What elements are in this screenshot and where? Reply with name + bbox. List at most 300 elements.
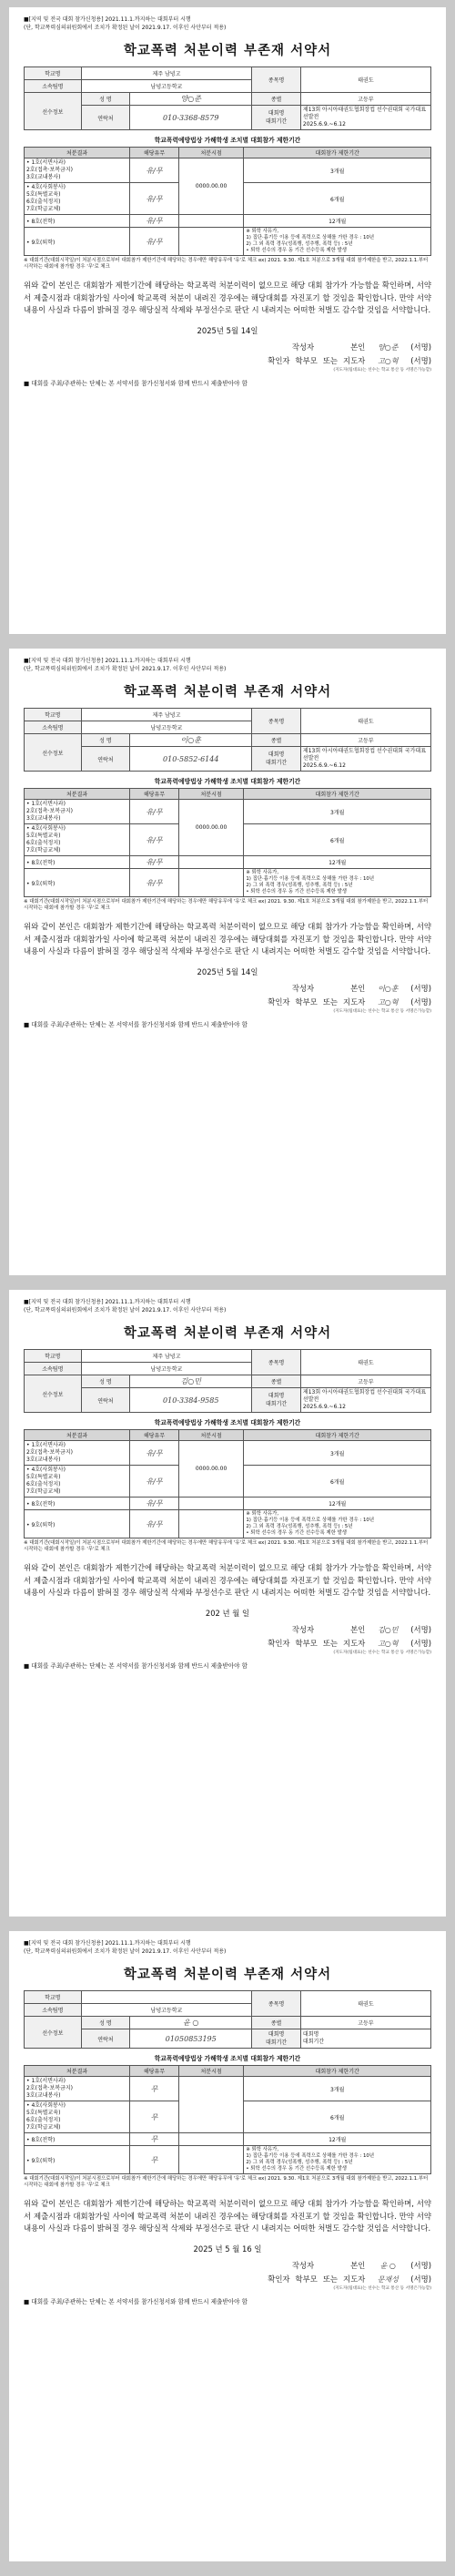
limit-cell: 6개월 — [244, 1466, 431, 1498]
player-info-label: 선수정보 — [25, 734, 82, 772]
applicable-mark: 유/무 — [146, 858, 163, 866]
division-label: 종별 — [252, 2017, 301, 2029]
contact-label: 연락처 — [81, 747, 130, 772]
coach-label: 지도자 — [343, 997, 366, 1007]
expulsion-detail — [244, 228, 431, 256]
school-label: 학교명 — [25, 1350, 82, 1363]
tournament-period-value — [300, 106, 430, 130]
confirmer-label: 확인자 — [268, 1638, 290, 1648]
col-limit-header: 대회참가 제한기간 — [244, 789, 431, 800]
tournament-period-value — [300, 747, 430, 772]
tournament-value: 제13회 아시아태권도협회장컵 선수권대회 국가대표 선발전 — [302, 107, 426, 120]
event-label: 종목명 — [252, 1350, 301, 1375]
action-cell: • 9호(퇴학) — [25, 228, 130, 256]
col-limit-header: 대회참가 제한기간 — [244, 1430, 431, 1441]
event-value: 태권도 — [300, 1991, 430, 2017]
pledge-page — [9, 7, 446, 634]
tournament-period-label — [252, 106, 301, 130]
applicable-mark: 유/무 — [146, 1477, 163, 1486]
division-label: 종별 — [252, 734, 301, 747]
col-limit-header: 대회참가 제한기간 — [244, 2066, 431, 2077]
action-cell: • 8호(전학) — [25, 1498, 130, 1510]
self-label: 본인 — [350, 2260, 366, 2270]
signature-block — [24, 1624, 431, 1655]
sign-mark: (서명) — [410, 1624, 431, 1634]
player-info-table — [24, 66, 431, 130]
applicable-cell — [130, 215, 179, 228]
date-cell: 0000.00.00 — [178, 800, 244, 856]
event-value: 태권도 — [300, 709, 430, 734]
table-row — [25, 2146, 431, 2174]
notice-line: (단, 학교폭력심의위원회에서 조치가 확정된 날이 2021.9.17. 이후인 사안부터 적용) — [24, 665, 227, 672]
col-applicable-header: 해당유무 — [130, 148, 179, 158]
writer-row — [24, 1624, 431, 1638]
action-cell: • 9호(퇴학) — [25, 869, 130, 897]
date-cell — [178, 1510, 244, 1538]
action-cell: • 1호(서면사과) 2호(접촉·보복금지) 3호(교내봉사) — [25, 158, 130, 183]
tournament-label: 대회명 — [268, 751, 285, 758]
tournament-period-value — [300, 1388, 430, 1413]
expulsion-detail — [244, 2146, 431, 2174]
expulsion-line: 1) 집단·흉기등 이용 등에 폭력으로 상해를 가한 경우 : 10년 — [246, 2153, 375, 2159]
sign-mark: (서명) — [410, 2274, 431, 2284]
or-label: 또는 — [322, 997, 338, 1007]
contact-value — [130, 2029, 252, 2049]
submission-note: ■ 대회를 주최/주관하는 단체는 본 서약서를 참가신청서와 함께 반드시 제출받아야 함 — [24, 379, 248, 387]
applicable-cell — [130, 1441, 179, 1466]
applicable-mark: 유/무 — [146, 1448, 163, 1457]
table-row — [25, 856, 431, 869]
limit-cell: 12개월 — [244, 2133, 431, 2146]
table-row — [25, 2133, 431, 2146]
action-cell: • 4호(사회봉사) 5호(특별교육) 6호(출석정지) 7호(학급교체) — [25, 2101, 130, 2133]
parent-label: 학부모 — [295, 2274, 318, 2284]
table-row — [25, 2077, 431, 2101]
expulsion-line: 1) 집단·흉기등 이용 등에 폭력으로 상해를 가한 경우 : 10년 — [246, 235, 375, 240]
contact-value — [130, 747, 252, 772]
period-label: 대회기간 — [266, 760, 288, 766]
self-signature: 김○민 — [378, 1625, 399, 1634]
pledge-page — [9, 1931, 446, 2561]
coach-signature: 문재성 — [377, 2274, 399, 2284]
event-label: 종목명 — [252, 1991, 301, 2017]
applicable-mark: 유/무 — [146, 835, 163, 844]
division-value: 고등부 — [300, 1375, 430, 1388]
signature-block — [24, 342, 431, 373]
sign-mark: (서명) — [410, 1638, 431, 1648]
sign-mark: (서명) — [410, 342, 431, 352]
applicable-mark: 무 — [150, 2155, 158, 2164]
action-cell: • 8호(전학) — [25, 215, 130, 228]
table-footnote: ※ 대회기간(대회시작일)이 처분시점으로부터 대회참가 제한기간에 해당하는 경우에만 해당유무에 '유'로 체크 ex) 2021. 9.30. 제1호 처분으로 3개월 대회 참가제한을 받고, 2022.1.1.부터 시작하는 대회에 참가할 경우 '무'로 체크 — [24, 258, 429, 270]
expulsion-line: 2) 그 외 폭력 경우(성폭행, 성추행, 폭력 등) : 5년 — [246, 1524, 353, 1529]
expulsion-line: • 퇴학 선수의 경우 동 기간 선수등록 제한 발생 — [246, 2166, 347, 2172]
applicable-cell — [130, 2101, 179, 2133]
date-cell: 0000.00.00 — [178, 158, 244, 215]
expulsion-line: 1) 집단·흉기등 이용 등에 폭력으로 상해를 가한 경우 : 10년 — [246, 876, 375, 882]
player-info-label: 선수정보 — [25, 93, 82, 130]
limits-table — [24, 147, 431, 256]
limit-cell: 3개월 — [244, 158, 431, 183]
notice-line: (단, 학교폭력심의위원회에서 조치가 확정된 날이 2021.9.17. 이후인 사안부터 적용) — [24, 24, 227, 31]
expulsion-line: 1) 집단·흉기등 이용 등에 폭력으로 상해를 가한 경우 : 10년 — [246, 1518, 375, 1523]
school-value: 제주 남녕고 — [81, 709, 252, 721]
name-label: 성 명 — [81, 734, 130, 747]
division-label: 종별 — [252, 93, 301, 106]
coach-label: 지도자 — [343, 355, 366, 365]
parent-label: 학부모 — [295, 997, 318, 1007]
sign-mark: (서명) — [410, 2260, 431, 2270]
tournament-label: 대회명 — [268, 1393, 285, 1399]
col-limit-header: 대회참가 제한기간 — [244, 148, 431, 158]
contact-label: 연락처 — [81, 106, 130, 130]
period-label: 대회기간 — [266, 1401, 288, 1407]
date-cell: 0000.00.00 — [178, 1441, 244, 1498]
tournament-value: 제13회 아시아태권도협회장컵 선수권대회 국가대표 선발전 — [302, 1389, 426, 1403]
player-info-label: 선수정보 — [25, 2017, 82, 2049]
table-row — [25, 800, 431, 824]
document-title: 학교폭력 처분이력 부존재 서약서 — [123, 1968, 332, 1982]
expulsion-line: 2) 그 외 폭력 경우(성폭행, 성추행, 폭력 등) : 5년 — [246, 883, 353, 888]
name-handwriting: 김○민 — [180, 1377, 201, 1385]
name-handwriting: 양○준 — [180, 95, 201, 103]
limit-cell: 12개월 — [244, 856, 431, 869]
event-value: 태권도 — [300, 1350, 430, 1375]
action-cell: • 4호(사회봉사) 5호(특별교육) 6호(출석정지) 7호(학급교체) — [25, 824, 130, 856]
col-applicable-header: 해당유무 — [130, 2066, 179, 2077]
col-action-header: 처분결과 — [25, 148, 130, 158]
date-cell — [178, 2133, 244, 2146]
table-row — [25, 869, 431, 897]
document-title: 학교폭력 처분이력 부존재 서약서 — [123, 685, 332, 700]
applicable-mark: 유/무 — [146, 807, 163, 816]
tournament-period-label — [252, 1388, 301, 1413]
action-cell: • 9호(퇴학) — [25, 1510, 130, 1538]
action-cell: • 4호(사회봉사) 5호(특별교육) 6호(출석정지) 7호(학급교체) — [25, 183, 130, 215]
pledge-page — [9, 1290, 446, 1917]
signature-note: (지도자(팀대표)는 선수는 학교 통산 등 서명은가능할) — [333, 367, 431, 373]
contact-value — [130, 106, 252, 130]
applicable-cell — [130, 1510, 179, 1538]
col-action-header: 처분결과 — [25, 1430, 130, 1441]
contact-label: 연락처 — [81, 1388, 130, 1413]
parent-label: 학부모 — [295, 1638, 318, 1648]
table-row — [25, 1441, 431, 1466]
limits-table — [24, 788, 431, 897]
table-footnote: ※ 대회기간(대회시작일)이 처분시점으로부터 대회참가 제한기간에 해당하는 경우에만 해당유무에 '유'로 체크 ex) 2021. 9.30. 제1호 처분으로 3개월 대회 참가제한을 받고, 2022.1.1.부터 시작하는 대회에 참가할 경우 '무'로 체크 — [24, 2176, 429, 2188]
applicable-cell — [130, 869, 179, 897]
expulsion-line: • 퇴학 선수의 경우 동 기간 선수등록 제한 발생 — [246, 1530, 347, 1536]
or-label: 또는 — [322, 355, 338, 365]
applicable-cell — [130, 2077, 179, 2101]
action-cell: • 1호(서면사과) 2호(접촉·보복금지) 3호(교내봉사) — [25, 2077, 130, 2101]
contact-handwriting: 01050853195 — [165, 2034, 217, 2043]
pledge-date: 2025년 5월 14일 — [197, 325, 258, 335]
pledge-date: 2025년 5월 14일 — [197, 966, 258, 976]
expulsion-line: ※ 퇴학 사유가, — [246, 2147, 279, 2152]
notice-line: ■[지역 및 전국 대회 참가신청용] 2021.11.1.까지하는 대회부터 시행 — [24, 1940, 191, 1947]
table-row — [25, 1510, 431, 1538]
date-cell — [178, 856, 244, 869]
col-action-header: 처분결과 — [25, 2066, 130, 2077]
applicable-cell — [130, 1498, 179, 1510]
section-title: 학교폭력예방법상 가해학생 조치별 대회참가 제한기간 — [154, 778, 301, 785]
signature-block — [24, 2260, 431, 2291]
table-row — [25, 158, 431, 183]
date-cell — [178, 2077, 244, 2133]
notice-line: ■[지역 및 전국 대회 참가신청용] 2021.11.1.까지하는 대회부터 시행 — [24, 658, 191, 664]
applicable-mark: 유/무 — [146, 194, 163, 203]
signature-note: (지도자(팀대표)는 선수는 학교 통산 등 서명은가능할) — [333, 2285, 431, 2291]
pledge-date: 202 년 월 일 — [205, 1608, 250, 1618]
applicable-mark: 무 — [150, 2084, 158, 2093]
table-footnote: ※ 대회기간(대회시작일)이 처분시점으로부터 대회참가 제한기간에 해당하는 경우에만 해당유무에 '유'로 체크 ex) 2021. 9.30. 제1호 처분으로 3개월 대회 참가제한을 받고, 2022.1.1.부터 시작하는 대회에 참가할 경우 '무'로 체크 — [24, 899, 429, 911]
expulsion-line: 2) 그 외 폭력 경우(성폭행, 성추행, 폭력 등) : 5년 — [246, 241, 353, 247]
notice — [24, 658, 431, 673]
writer-label: 작성자 — [291, 342, 315, 352]
school-value: 제주 남녕고 — [81, 1350, 252, 1363]
sign-mark: (서명) — [410, 983, 431, 993]
section-title: 학교폭력예방법상 가해학생 조치별 대회참가 제한기간 — [154, 137, 301, 144]
org-label: 소속팀명 — [25, 2004, 82, 2017]
limit-cell: 3개월 — [244, 800, 431, 824]
division-label: 종별 — [252, 1375, 301, 1388]
limit-cell: 12개월 — [244, 215, 431, 228]
player-info-table — [24, 1990, 431, 2049]
applicable-mark: 유/무 — [146, 237, 163, 246]
notice-line: (단, 학교폭력심의위원회에서 조치가 확정된 날이 2021.9.17. 이후인 사안부터 적용) — [24, 1947, 227, 1955]
writer-row — [24, 2260, 431, 2274]
submission-note: ■ 대회를 주최/주관하는 단체는 본 서약서를 참가신청서와 함께 반드시 제출받아야 함 — [24, 2297, 248, 2305]
applicable-mark: 무 — [150, 2135, 158, 2143]
school-value — [81, 1991, 252, 2004]
col-applicable-header: 해당유무 — [130, 1430, 179, 1441]
self-signature: 윤 ○ — [379, 2261, 396, 2270]
applicable-cell — [130, 1466, 179, 1498]
org-value: 남녕고등학교 — [81, 2004, 252, 2017]
self-signature: 이○훈 — [378, 984, 399, 993]
signature-block — [24, 983, 431, 1014]
section-title: 학교폭력예방법상 가해학생 조치별 대회참가 제한기간 — [154, 1419, 301, 1426]
notice-line: ■[지역 및 전국 대회 참가신청용] 2021.11.1.까지하는 대회부터 시행 — [24, 1299, 191, 1305]
document-title: 학교폭력 처분이력 부존재 서약서 — [123, 44, 332, 58]
period-value: 대회기간 — [302, 2039, 325, 2045]
limits-table — [24, 2065, 431, 2174]
org-label: 소속팀명 — [25, 80, 82, 93]
tournament-period-value — [300, 2029, 430, 2049]
period-value: 2025.6.9.~6.12 — [302, 762, 346, 769]
tournament-period-label — [252, 747, 301, 772]
expulsion-line: • 퇴학 선수의 경우 동 기간 선수등록 제한 발생 — [246, 248, 347, 253]
or-label: 또는 — [322, 1638, 338, 1648]
tournament-value: 제13회 아시아태권도협회장컵 선수권대회 국가대표 선발전 — [302, 748, 426, 762]
event-label: 종목명 — [252, 67, 301, 93]
table-footnote: ※ 대회기간(대회시작일)이 처분시점으로부터 대회참가 제한기간에 해당하는 경우에만 해당유무에 '유'로 체크 ex) 2021. 9.30. 제1호 처분으로 3개월 대회 참가제한을 받고, 2022.1.1.부터 시작하는 대회에 참가할 경우 '무'로 체크 — [24, 1540, 429, 1552]
signature-note: (지도자(팀대표)는 선수는 학교 통산 등 서명은가능할) — [333, 1650, 431, 1655]
applicable-mark: 유/무 — [146, 1519, 163, 1528]
applicable-cell — [130, 158, 179, 183]
applicable-cell — [130, 2133, 179, 2146]
limits-table — [24, 1429, 431, 1538]
contact-value — [130, 1388, 252, 1413]
division-value: 고등부 — [300, 734, 430, 747]
action-cell: • 8호(전학) — [25, 856, 130, 869]
notice-line: ■[지역 및 전국 대회 참가신청용] 2021.11.1.까지하는 대회부터 시행 — [24, 16, 191, 23]
self-label: 본인 — [350, 1624, 366, 1634]
writer-label: 작성자 — [291, 1624, 315, 1634]
action-cell: • 1호(서면사과) 2호(접촉·보복금지) 3호(교내봉사) — [25, 800, 130, 824]
pledge-body: 위와 같이 본인은 대회참가 제한기간에 해당하는 학교폭력 처분이력이 없으므로 해당 대회 참가가 가능함을 확인하며, 서약서 제출시점과 대회참가일 사이에 학교폭력 처분이 내려진 경우에는 해당대회를 자진포기 할 것임을 확인합니다. 만약 서약내용이 사실과 다름이 밝혀질 경우 해당실적 삭제와 부정선수로 판단 시 내려지는 어떠한 처벌도 감수할 것임을 서약합니다. — [24, 922, 431, 956]
limit-cell: 6개월 — [244, 824, 431, 856]
expulsion-line: • 퇴학 선수의 경우 동 기간 선수등록 제한 발생 — [246, 889, 347, 894]
confirmer-label: 확인자 — [268, 2274, 290, 2284]
applicable-cell — [130, 824, 179, 856]
date-cell — [178, 215, 244, 228]
applicable-mark: 무 — [150, 2112, 158, 2121]
contact-handwriting: 010-3384-9585 — [163, 1395, 219, 1405]
date-cell — [178, 228, 244, 256]
date-cell — [178, 869, 244, 897]
writer-label: 작성자 — [291, 983, 315, 993]
self-label: 본인 — [350, 342, 366, 352]
pledge-body: 위와 같이 본인은 대회참가 제한기간에 해당하는 학교폭력 처분이력이 없으므로 해당 대회 참가가 가능함을 확인하며, 서약서 제출시점과 대회참가일 사이에 학교폭력 처분이 내려진 경우에는 해당대회를 자진포기 할 것임을 확인합니다. 만약 서약내용이 사실과 다름이 밝혀질 경우 해당실적 삭제와 부정선수로 판단 시 내려지는 어떠한 처벌도 감수할 것임을 서약합니다. — [24, 2199, 431, 2233]
period-label: 대회기간 — [266, 2039, 288, 2046]
pledge-page — [9, 649, 446, 1275]
applicable-cell — [130, 800, 179, 824]
contact-label: 연락처 — [81, 2029, 130, 2049]
applicable-cell — [130, 2146, 179, 2174]
limit-cell: 12개월 — [244, 1498, 431, 1510]
table-row — [25, 215, 431, 228]
name-value — [130, 1375, 252, 1388]
period-value: 2025.6.9.~6.12 — [302, 121, 346, 128]
coach-signature: 고○혁 — [378, 997, 399, 1007]
or-label: 또는 — [322, 2274, 338, 2284]
date-cell — [178, 2146, 244, 2174]
sign-mark: (서명) — [410, 355, 431, 365]
limit-cell: 3개월 — [244, 2077, 431, 2101]
expulsion-line: 2) 그 외 폭력 경우(성폭행, 성추행, 폭력 등) : 5년 — [246, 2160, 353, 2165]
applicable-mark: 유/무 — [146, 217, 163, 225]
applicable-mark: 유/무 — [146, 1499, 163, 1508]
org-value: 남녕고등학교 — [81, 1363, 252, 1375]
coach-label: 지도자 — [343, 1638, 366, 1648]
table-row — [25, 1498, 431, 1510]
notice — [24, 1299, 431, 1314]
limit-cell: 3개월 — [244, 1441, 431, 1466]
school-label: 학교명 — [25, 1991, 82, 2004]
school-label: 학교명 — [25, 709, 82, 721]
table-row — [25, 228, 431, 256]
col-action-header: 처분결과 — [25, 789, 130, 800]
name-handwriting: 이○훈 — [180, 736, 201, 744]
event-label: 종목명 — [252, 709, 301, 734]
action-cell: • 8호(전학) — [25, 2133, 130, 2146]
name-value — [130, 2017, 252, 2029]
org-value: 남녕고등학교 — [81, 721, 252, 734]
signature-note: (지도자(팀대표)는 선수는 학교 통산 등 서명은가능할) — [333, 1008, 431, 1014]
coach-label: 지도자 — [343, 2274, 366, 2284]
contact-handwriting: 010-5852-6144 — [163, 754, 219, 763]
expulsion-line: ※ 퇴학 사유가, — [246, 1511, 279, 1517]
col-date-header: 처분시점 — [178, 789, 244, 800]
expulsion-line: ※ 퇴학 사유가, — [246, 229, 279, 234]
period-value: 2025.6.9.~6.12 — [302, 1404, 346, 1410]
writer-row — [24, 342, 431, 355]
expulsion-detail — [244, 869, 431, 897]
document-title: 학교폭력 처분이력 부존재 서약서 — [123, 1326, 332, 1341]
submission-note: ■ 대회를 주최/주관하는 단체는 본 서약서를 참가신청서와 함께 반드시 제출받아야 함 — [24, 1661, 248, 1670]
notice — [24, 16, 431, 32]
sign-mark: (서명) — [410, 997, 431, 1007]
applicable-cell — [130, 856, 179, 869]
name-value — [130, 93, 252, 106]
pledge-body: 위와 같이 본인은 대회참가 제한기간에 해당하는 학교폭력 처분이력이 없으므로 해당 대회 참가가 가능함을 확인하며, 서약서 제출시점과 대회참가일 사이에 학교폭력 처분이 내려진 경우에는 해당대회를 자진포기 할 것임을 확인합니다. 만약 서약내용이 사실과 다름이 밝혀질 경우 해당실적 삭제와 부정선수로 판단 시 내려지는 어떠한 처벌도 감수할 것임을 서약합니다. — [24, 1563, 431, 1597]
period-label: 대회기간 — [266, 118, 288, 125]
writer-label: 작성자 — [291, 2260, 315, 2270]
coach-signature: 고○혁 — [378, 356, 399, 365]
school-label: 학교명 — [25, 67, 82, 80]
expulsion-detail — [244, 1510, 431, 1538]
name-value — [130, 734, 252, 747]
applicable-mark: 유/무 — [146, 878, 163, 887]
section-title: 학교폭력예방법상 가해학생 조치별 대회참가 제한기간 — [154, 2055, 301, 2062]
col-date-header: 처분시점 — [178, 1430, 244, 1441]
col-date-header: 처분시점 — [178, 148, 244, 158]
writer-row — [24, 983, 431, 997]
applicable-cell — [130, 183, 179, 215]
self-signature: 양○준 — [378, 342, 399, 352]
player-info-table — [24, 1349, 431, 1413]
col-applicable-header: 해당유무 — [130, 789, 179, 800]
parent-label: 학부모 — [295, 355, 318, 365]
tournament-label: 대회명 — [268, 110, 285, 117]
pledge-body: 위와 같이 본인은 대회참가 제한기간에 해당하는 학교폭력 처분이력이 없으므로 해당 대회 참가가 가능함을 확인하며, 서약서 제출시점과 대회참가일 사이에 학교폭력 처분이 내려진 경우에는 해당대회를 자진포기 할 것임을 확인합니다. 만약 서약내용이 사실과 다름이 밝혀질 경우 해당실적 삭제와 부정선수로 판단 시 내려지는 어떠한 처벌도 감수할 것임을 서약합니다. — [24, 281, 431, 314]
tournament-label: 대회명 — [268, 2031, 285, 2038]
date-cell — [178, 1498, 244, 1510]
name-label: 성 명 — [81, 2017, 130, 2029]
coach-signature: 고○혁 — [378, 1639, 399, 1648]
confirmer-label: 확인자 — [268, 997, 290, 1007]
applicable-cell — [130, 228, 179, 256]
action-cell: • 1호(서면사과) 2호(접촉·보복금지) 3호(교내봉사) — [25, 1441, 130, 1466]
name-label: 성 명 — [81, 93, 130, 106]
player-info-label: 선수정보 — [25, 1375, 82, 1413]
self-label: 본인 — [350, 983, 366, 993]
limit-cell: 6개월 — [244, 2101, 431, 2133]
notice-line: (단, 학교폭력심의위원회에서 조치가 확정된 날이 2021.9.17. 이후인 사안부터 적용) — [24, 1306, 227, 1314]
player-info-table — [24, 708, 431, 772]
division-value: 고등부 — [300, 93, 430, 106]
name-handwriting: 윤 ○ — [183, 2019, 199, 2027]
submission-note: ■ 대회를 주최/주관하는 단체는 본 서약서를 참가신청서와 함께 반드시 제출받아야 함 — [24, 1020, 248, 1028]
tournament-value: 대회명 — [302, 2031, 319, 2038]
tournament-period-label — [252, 2029, 301, 2049]
name-label: 성 명 — [81, 1375, 130, 1388]
org-label: 소속팀명 — [25, 721, 82, 734]
action-cell: • 4호(사회봉사) 5호(특별교육) 6호(출석정지) 7호(학급교체) — [25, 1466, 130, 1498]
notice — [24, 1940, 431, 1956]
limit-cell: 6개월 — [244, 183, 431, 215]
org-value: 남녕고등학교 — [81, 80, 252, 93]
col-date-header: 처분시점 — [178, 2066, 244, 2077]
pledge-date: 2025 년 5 월 16 일 — [193, 2244, 262, 2254]
org-label: 소속팀명 — [25, 1363, 82, 1375]
division-value: 고등부 — [300, 2017, 430, 2029]
expulsion-line: ※ 퇴학 사유가, — [246, 870, 279, 875]
applicable-mark: 유/무 — [146, 166, 163, 175]
contact-handwriting: 010-3368-8579 — [163, 113, 219, 122]
